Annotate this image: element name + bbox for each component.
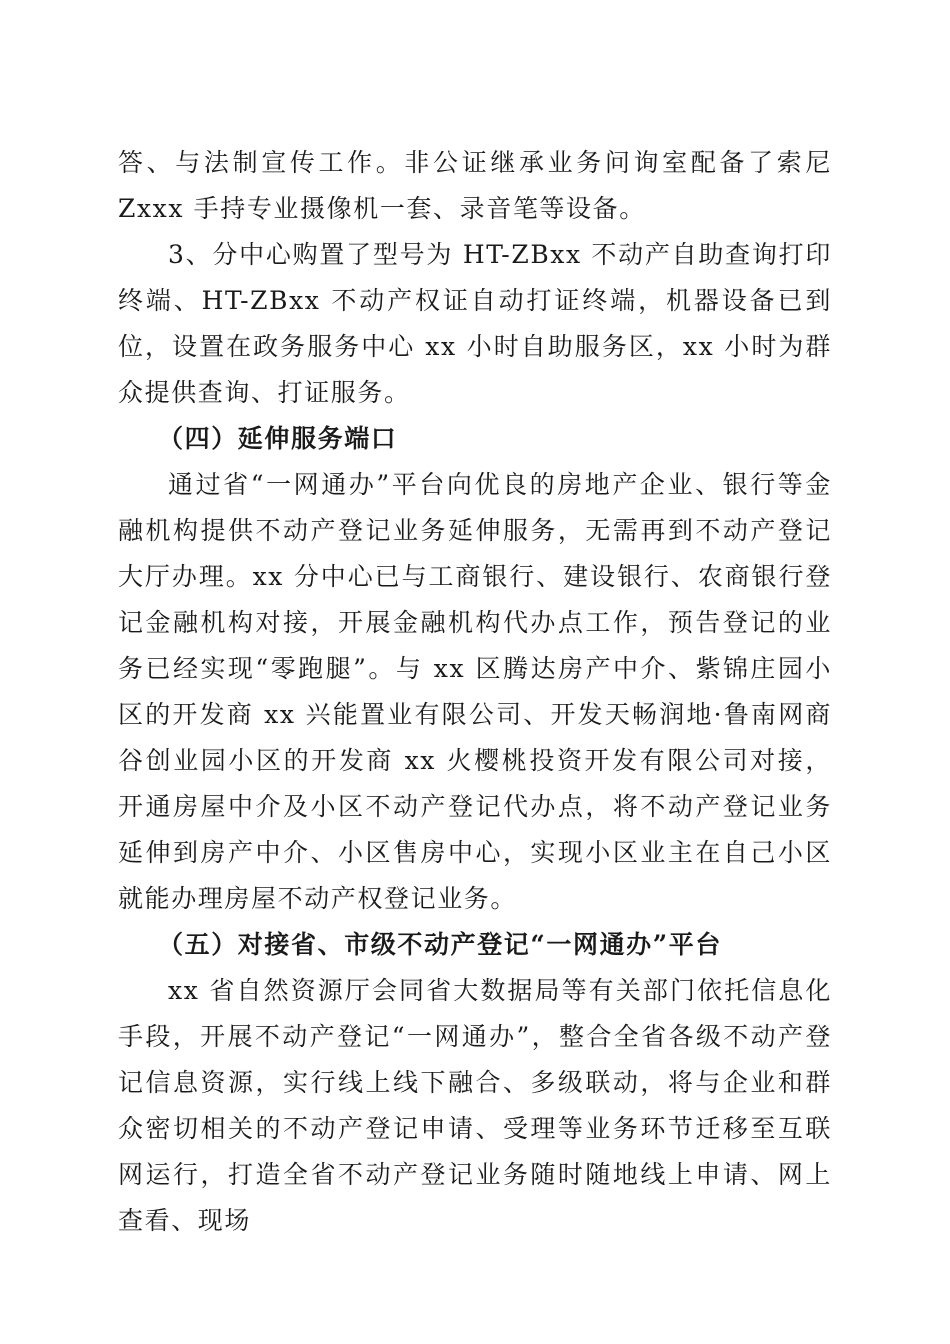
section-heading-extend-service: （四）延伸服务端口 bbox=[158, 424, 398, 453]
paragraph-equipment-continuation: 答、与法制宣传工作。非公证继承业务问询室配备了索尼 Zxxx 手持专业摄像机一套、录音笔等设备。 bbox=[118, 148, 832, 223]
paragraph-extend-service: 通过省“一网通办”平台向优良的房地产企业、银行等金融机构提供不动产登记业务延伸服务，无需再到不动产登记大厅办理。xx 分中心已与工商银行、建设银行、农商银行登记金融机构对接，开展金融机构代办点工作，预告登记的业务已经实现“零跑腿”。与 xx 区腾达房产中介、紫锦庄园小区的开发商 xx 兴能置业有限公司、开发天畅润地·鲁南网商谷创业园小区的开发商 xx 火樱桃投资开发有限公司对接，开通房屋中介及小区不动产登记代办点，将不动产登记业务延伸到房产中介、小区售房中心，实现小区业主在自己小区就能办理房屋不动产权登记业务。 bbox=[118, 470, 832, 913]
section-heading-platform: （五）对接省、市级不动产登记“一网通办”平台 bbox=[158, 930, 722, 959]
document-body bbox=[118, 140, 832, 1244]
paragraph-terminals: 3、分中心购置了型号为 HT-ZBxx 不动产自助查询打印终端、HT-ZBxx 不动产权证自动打证终端，机器设备已到位，设置在政务服务中心 xx 小时自助服务区，xx 小时为群众提供查询、打证服务。 bbox=[118, 240, 832, 407]
paragraph-platform: xx 省自然资源厅会同省大数据局等有关部门依托信息化手段，开展不动产登记“一网通办”，整合全省各级不动产登记信息资源，实行线上线下融合、多级联动，将与企业和群众密切相关的不动产登记申请、受理等业务环节迁移至互联网运行，打造全省不动产登记业务随时随地线上申请、网上查看、现场 bbox=[118, 976, 832, 1235]
